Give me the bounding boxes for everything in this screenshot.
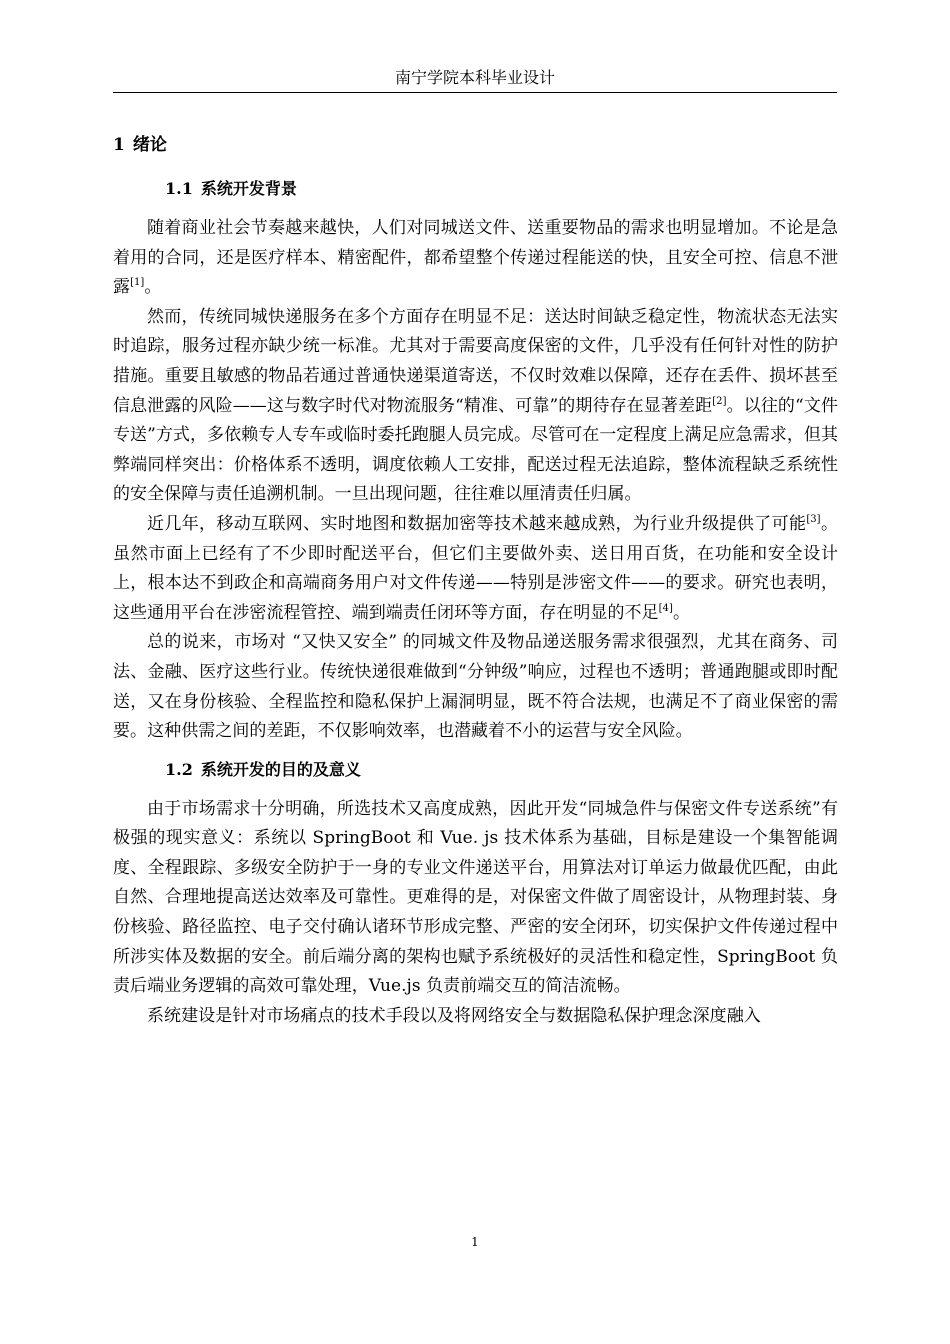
citation: [1] xyxy=(130,277,145,289)
section-title: 系统开发背景 xyxy=(200,179,297,198)
paragraph-text: 系统建设是针对市场痛点的技术手段以及将网络安全与数据隐私保护理念深度融入 xyxy=(147,1005,761,1026)
paragraph-tail: 。 xyxy=(672,602,690,623)
header-title: 南宁学院本科毕业设计 xyxy=(394,68,555,87)
paragraph-tail: 。虽然市面上已经有了不少即时配送平台，但它们主要做外卖、送日用百货，在功能和安全设计上，根本达不到政企和高端商务用户对文件传递——特别是涉密文件——的要求。研究也表明，这些通用平台在涉密流程管控、端到端责任闭环等方面，存在明显的不足 xyxy=(113,513,838,623)
paragraph xyxy=(113,1002,838,1032)
page-footer xyxy=(0,1234,950,1250)
paragraph-text: 由于市场需求十分明确，所选技术又高度成熟，因此开发“同城急件与保密文件专送系统”有极强的现实意义：系统以 SpringBoot 和 Vue. js 技术体系为基础，目标是建设一个集智能调度、全程跟踪、多级安全防护于一身的专业文件递送平台，用算法对订单运力做最优匹配，由此自然、合理地提高送达效率及可靠性。更难得的是，对保密文件做了周密设计，从物理封装、身份核验、路径监控、电子交付确认诸环节形成完整、严密的安全闭环，切实保护文件传递过程中所涉实体及数据的安全。前后端分离的架构也赋予系统极好的灵活性和稳定性，SpringBoot 负责后端业务逻辑的高效可靠处理，Vue.js 负责前端交互的简洁流畅。 xyxy=(113,798,838,997)
section-title: 系统开发的目的及意义 xyxy=(200,759,361,779)
section-number: 1.1 xyxy=(165,179,193,198)
paragraph xyxy=(113,214,838,303)
page-number: 1 xyxy=(471,1235,479,1249)
paragraph-text: 然而，传统同城快递服务在多个方面存在明显不足：送达时间缺乏稳定性，物流状态无法实时追踪，服务过程亦缺少统一标准。尤其对于需要高度保密的文件，几乎没有任何针对性的防护措施。重要且敏感的物品若通过普通快递渠道寄送，不仅时效难以保障，还存在丢件、损坏甚至信息泄露的风险——这与数字时代对物流服务“精准、可靠”的期待存在显著差距 xyxy=(113,306,838,416)
paragraph-tail: 。以往的“文件专送”方式，多依赖专人专车或临时委托跑腿人员完成。尽管可在一定程度上满足应急需求，但其弊端同样突出：价格体系不透明，调度依赖人工安排，配送过程无法追踪，整体流程缺乏系统性的安全保障与责任追溯机制。一旦出现问题，往往难以厘清责任归属。 xyxy=(113,395,838,505)
citation: [4] xyxy=(658,602,673,614)
page-header xyxy=(113,66,837,90)
chapter-number: 1 xyxy=(113,135,125,155)
section-heading xyxy=(165,174,838,204)
paragraph xyxy=(113,510,838,628)
paragraph-tail: 。 xyxy=(144,277,162,298)
chapter-title: 绪论 xyxy=(132,135,167,155)
header-rule xyxy=(113,92,837,93)
section-number: 1.2 xyxy=(165,759,193,779)
paragraph-text: 总的说来，市场对 “又快又安全” 的同城文件及物品递送服务需求很强烈，尤其在商务、司法、金融、医疗这些行业。传统快递很难做到“分钟级”响应，过程也不透明；普通跑腿或即时配送，又在身份核验、全程监控和隐私保护上漏洞明显，既不符合法规，也满足不了商业保密的需要。这种供需之间的差距，不仅影响效率，也潜藏着不小的运营与安全风险。 xyxy=(113,632,838,742)
paragraph xyxy=(113,628,838,746)
paragraph xyxy=(113,795,838,1002)
page-body xyxy=(113,126,838,1031)
paragraph-text: 近几年，移动互联网、实时地图和数据加密等技术越来越成熟，为行业升级提供了可能 xyxy=(147,513,807,534)
citation: [2] xyxy=(712,395,727,407)
chapter-heading xyxy=(113,128,838,162)
paragraph-text: 随着商业社会节奏越来越快，人们对同城送文件、送重要物品的需求也明显增加。不论是急着用的合同，还是医疗样本、精密配件，都希望整个传递过程能送的快，且安全可控、信息不泄露 xyxy=(113,218,838,298)
paragraph xyxy=(113,303,838,510)
citation: [3] xyxy=(806,513,821,525)
section-heading xyxy=(165,755,838,785)
